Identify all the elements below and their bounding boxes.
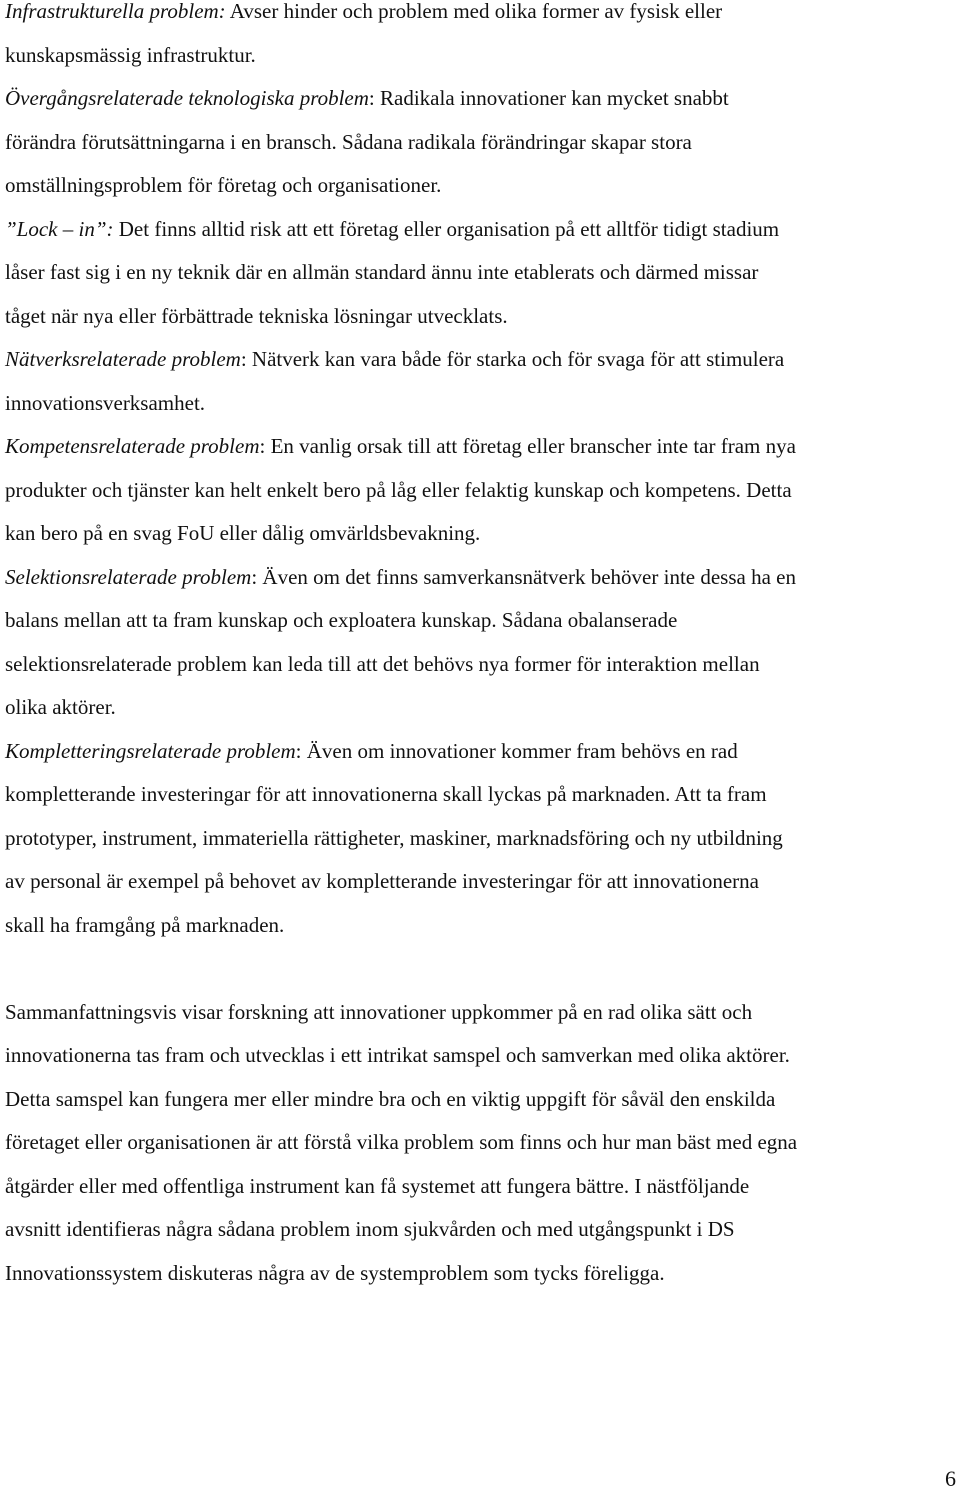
term-infrastrukturella: Infrastrukturella problem:: [5, 0, 226, 23]
paragraph-spacer: [5, 947, 960, 991]
paragraph-summary: [5, 991, 960, 1296]
text-line: avsnitt identifieras några sådana problem inom sjukvården och med utgångspunkt i DS: [5, 1217, 735, 1241]
text-line: Detta samspel kan fungera mer eller mindre bra och en viktig uppgift för såväl den enskilda: [5, 1086, 776, 1111]
text-line: Kompetensrelaterade problem: En vanlig orsak till att företag eller branscher inte tar fram nya: [5, 434, 796, 458]
term-selektionsrelaterade: Selektionsrelaterade problem: [5, 564, 252, 589]
text-line: åtgärder eller med offentliga instrument kan få systemet att fungera bättre. I nästföljande: [5, 1173, 750, 1198]
text-line: skall ha framgång på marknaden.: [5, 912, 285, 937]
term-kompletteringsrelaterade: Kompletteringsrelaterade problem: [5, 738, 296, 763]
text-line: företaget eller organisationen är att förstå vilka problem som finns och hur man bäst med egna: [5, 1130, 798, 1154]
text-line: ”Lock – in”: Det finns alltid risk att ett företag eller organisation på ett alltför tidigt stadium: [5, 216, 780, 241]
term-kompetensrelaterade: Kompetensrelaterade problem: [5, 434, 260, 458]
paragraph-overgangsrelaterade: [5, 77, 960, 208]
paragraph-kompletteringsrelaterade: [5, 730, 960, 948]
text-line: balans mellan att ta fram kunskap och exploatera kunskap. Sådana obalanserade: [5, 608, 678, 632]
paragraph-kompetensrelaterade: [5, 425, 960, 556]
term-lock-in: ”Lock – in”:: [5, 216, 114, 241]
text-line: Infrastrukturella problem: Avser hinder och problem med olika former av fysisk eller: [5, 0, 723, 23]
text-line: Nätverksrelaterade problem: Nätverk kan vara både för starka och för svaga för att stimulera: [5, 347, 785, 371]
text-line: prototyper, instrument, immateriella rättigheter, maskiner, marknadsföring och ny utbildning: [5, 825, 783, 850]
text-line: Övergångsrelaterade teknologiska problem: Radikala innovationer kan mycket snabbt: [5, 86, 729, 110]
text-line: kunskapsmässig infrastruktur.: [5, 42, 256, 67]
text-line: olika aktörer.: [5, 695, 116, 719]
paragraph-lock-in: [5, 208, 960, 339]
paragraph-natverksrelaterade: [5, 338, 960, 425]
text-line: tåget när nya eller förbättrade tekniska lösningar utvecklats.: [5, 303, 508, 328]
document-body: [5, 0, 960, 1295]
text-line: omställningsproblem för företag och organisationer.: [5, 173, 442, 197]
text-line: förändra förutsättningarna i en bransch. Sådana radikala förändringar skapar stora: [5, 129, 692, 154]
text-line: Innovationssystem diskuteras några av de systemproblem som tycks föreligga.: [5, 1260, 665, 1285]
text-line: Selektionsrelaterade problem: Även om det finns samverkansnätverk behöver inte dessa ha en: [5, 564, 796, 589]
text-line: kompletterande investeringar för att innovationerna skall lyckas på marknaden. Att ta fram: [5, 782, 767, 806]
term-overgangsrelaterade: Övergångsrelaterade teknologiska problem: [5, 86, 369, 110]
text-line: låser fast sig i en ny teknik där en allmän standard ännu inte etablerats och därmed missar: [5, 260, 759, 284]
text-line: kan bero på en svag FoU eller dålig omvärldsbevakning.: [5, 521, 481, 545]
page-number: 6: [945, 1466, 956, 1491]
text-line: Sammanfattningsvis visar forskning att innovationer uppkommer på en rad olika sätt och: [5, 999, 753, 1024]
term-natverksrelaterade: Nätverksrelaterade problem: [5, 347, 241, 371]
text-line: innovationerna tas fram och utvecklas i ett intrikat samspel och samverkan med olika aktörer.: [5, 1043, 790, 1067]
paragraph-infrastrukturella: [5, 0, 960, 77]
text-line: Kompletteringsrelaterade problem: Även om innovationer kommer fram behövs en rad: [5, 738, 738, 763]
text-line: av personal är exempel på behovet av kompletterande investeringar för att innovationerna: [5, 869, 759, 893]
text-line: selektionsrelaterade problem kan leda till att det behövs nya former för interaktion mellan: [5, 651, 760, 676]
paragraph-selektionsrelaterade: [5, 556, 960, 730]
text-line: produkter och tjänster kan helt enkelt bero på låg eller felaktig kunskap och kompetens. Detta: [5, 477, 792, 502]
text-line: innovationsverksamhet.: [5, 390, 206, 415]
